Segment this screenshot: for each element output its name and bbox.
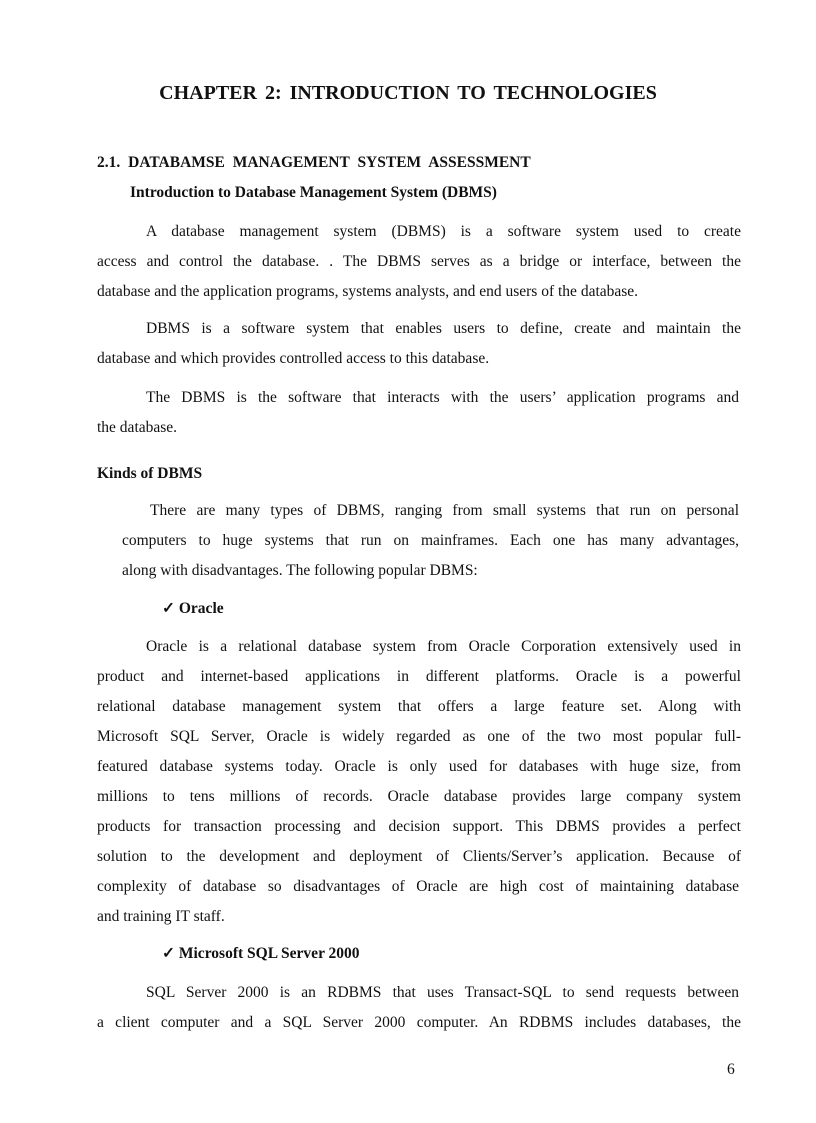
paragraph-line: Microsoft SQL Server, Oracle is widely regarded as one of the two most popular full-: [97, 728, 741, 745]
mssql-heading: Microsoft SQL Server 2000: [178, 945, 360, 962]
paragraph-line: database and which provides controlled access to this database.: [97, 350, 490, 367]
paragraph-line: a client computer and a SQL Server 2000 computer. An RDBMS includes databases, the: [97, 1014, 741, 1031]
paragraph-line: millions to tens millions of records. Oracle database provides large company system: [97, 788, 741, 805]
section-heading: 2.1. DATABAMSE MANAGEMENT SYSTEM ASSESSMENT: [97, 154, 531, 171]
paragraph-line: There are many types of DBMS, ranging from small systems that run on personal: [150, 502, 739, 519]
check-icon: ✓: [162, 945, 175, 962]
subheading: Introduction to Database Management System (DBMS): [130, 184, 497, 201]
paragraph-line: The DBMS is the software that interacts with the users’ application programs and: [146, 389, 739, 406]
paragraph-line: relational database management system that offers a large feature set. Along with: [97, 698, 741, 715]
paragraph-line: database and the application programs, systems analysts, and end users of the database.: [97, 283, 639, 300]
paragraph-line: along with disadvantages. The following popular DBMS:: [122, 562, 478, 579]
paragraph-line: A database management system (DBMS) is a software system used to create: [146, 223, 741, 240]
paragraph-line: access and control the database. . The DBMS serves as a bridge or interface, between the: [97, 253, 741, 270]
paragraph-line: the database.: [97, 419, 178, 436]
check-icon: ✓: [162, 600, 175, 617]
oracle-heading: Oracle: [178, 600, 224, 617]
paragraph-line: DBMS is a software system that enables users to define, create and maintain the: [146, 320, 741, 337]
paragraph-line: complexity of database so disadvantages of Oracle are high cost of maintaining database: [97, 878, 739, 895]
paragraph-line: solution to the development and deployment of Clients/Server’s application. Because of: [97, 848, 741, 865]
chapter-title: CHAPTER 2: INTRODUCTION TO TECHNOLOGIES: [159, 82, 657, 104]
paragraph-line: SQL Server 2000 is an RDBMS that uses Transact-SQL to send requests between: [146, 984, 739, 1001]
paragraph-line: Oracle is a relational database system from Oracle Corporation extensively used in: [146, 638, 741, 655]
paragraph-line: featured database systems today. Oracle is only used for databases with huge size, from: [97, 758, 741, 775]
kinds-heading: Kinds of DBMS: [97, 465, 203, 482]
page-number: 6: [727, 1061, 735, 1078]
paragraph-line: computers to huge systems that run on mainframes. Each one has many advantages,: [122, 532, 739, 549]
paragraph-line: and training IT staff.: [97, 908, 225, 925]
paragraph-line: products for transaction processing and decision support. This DBMS provides a perfect: [97, 818, 741, 835]
paragraph-line: product and internet-based applications in different platforms. Oracle is a powerful: [97, 668, 741, 685]
